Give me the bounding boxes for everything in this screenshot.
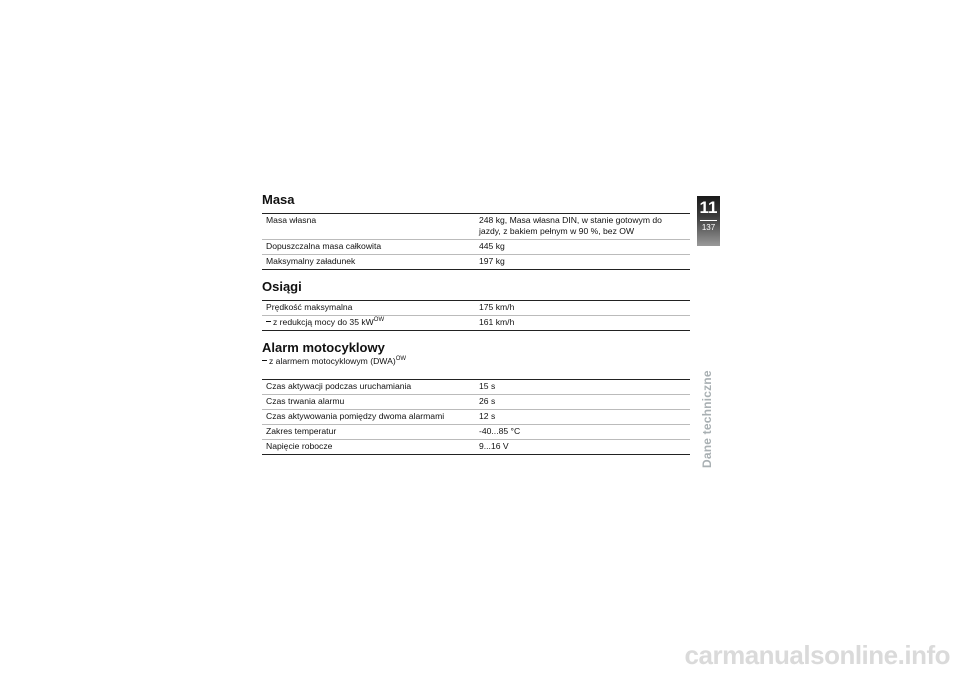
row-value: 175 km/h (475, 301, 690, 316)
row-value: 248 kg, Masa własna DIN, w stanie gotowym do jazdy, z bakiem pełnym w 90 %, bez OW (475, 214, 690, 240)
row-label: Czas trwania alarmu (262, 395, 475, 410)
row-value: 9...16 V (475, 440, 690, 455)
row-value: 197 kg (475, 255, 690, 270)
table-masa (262, 213, 690, 270)
table-row (262, 316, 690, 331)
table-row (262, 255, 690, 270)
section-masa (262, 192, 690, 270)
chapter-tab-divider (700, 220, 717, 221)
table-alarm (262, 379, 690, 455)
section-title-masa: Masa (262, 192, 295, 207)
row-label: Prędkość maksymalna (262, 301, 475, 316)
table-row (262, 240, 690, 255)
section-osiagi (262, 279, 690, 331)
row-label: Czas aktywacji podczas uruchamiania (262, 380, 475, 395)
section-alarm (262, 340, 690, 455)
table-osiagi (262, 300, 690, 331)
section-title-osiagi: Osiągi (262, 279, 302, 294)
row-value: 26 s (475, 395, 690, 410)
table-row (262, 301, 690, 316)
row-label: Czas aktywowania pomiędzy dwoma alarmami (262, 410, 475, 425)
ow-superscript: OW (395, 356, 407, 363)
table-row (262, 410, 690, 425)
row-label: Masa własna (262, 214, 475, 240)
section-title-alarm: Alarm motocyklowy (262, 340, 385, 355)
row-value: 445 kg (475, 240, 690, 255)
row-value: 161 km/h (475, 316, 690, 331)
chapter-side-title-text: Dane techniczne (700, 370, 714, 468)
table-row (262, 214, 690, 240)
row-label: Dopuszczalna masa całkowita (262, 240, 475, 255)
row-label: Napięcie robocze (262, 440, 475, 455)
manual-page-content (262, 192, 690, 455)
row-value: 15 s (475, 380, 690, 395)
table-row (262, 395, 690, 410)
row-label-text: z redukcją mocy do 35 kW (273, 317, 374, 327)
dash-marker (262, 360, 267, 361)
table-row (262, 440, 690, 455)
table-row (262, 425, 690, 440)
row-value: 12 s (475, 410, 690, 425)
row-value: -40...85 °C (475, 425, 690, 440)
dash-marker (266, 321, 271, 322)
watermark: carmanualsonline.info (684, 640, 950, 670)
alarm-note-text: z alarmem motocyklowym (DWA) (269, 356, 396, 366)
ow-superscript: OW (373, 317, 385, 324)
row-label-with-dash (262, 316, 475, 331)
chapter-number: 11 (699, 198, 718, 217)
alarm-note (262, 356, 690, 367)
chapter-side-title (700, 370, 720, 480)
page-number: 137 (701, 223, 716, 232)
chapter-tab (697, 196, 720, 246)
row-label: Zakres temperatur (262, 425, 475, 440)
row-label: Maksymalny załadunek (262, 255, 475, 270)
table-row (262, 380, 690, 395)
